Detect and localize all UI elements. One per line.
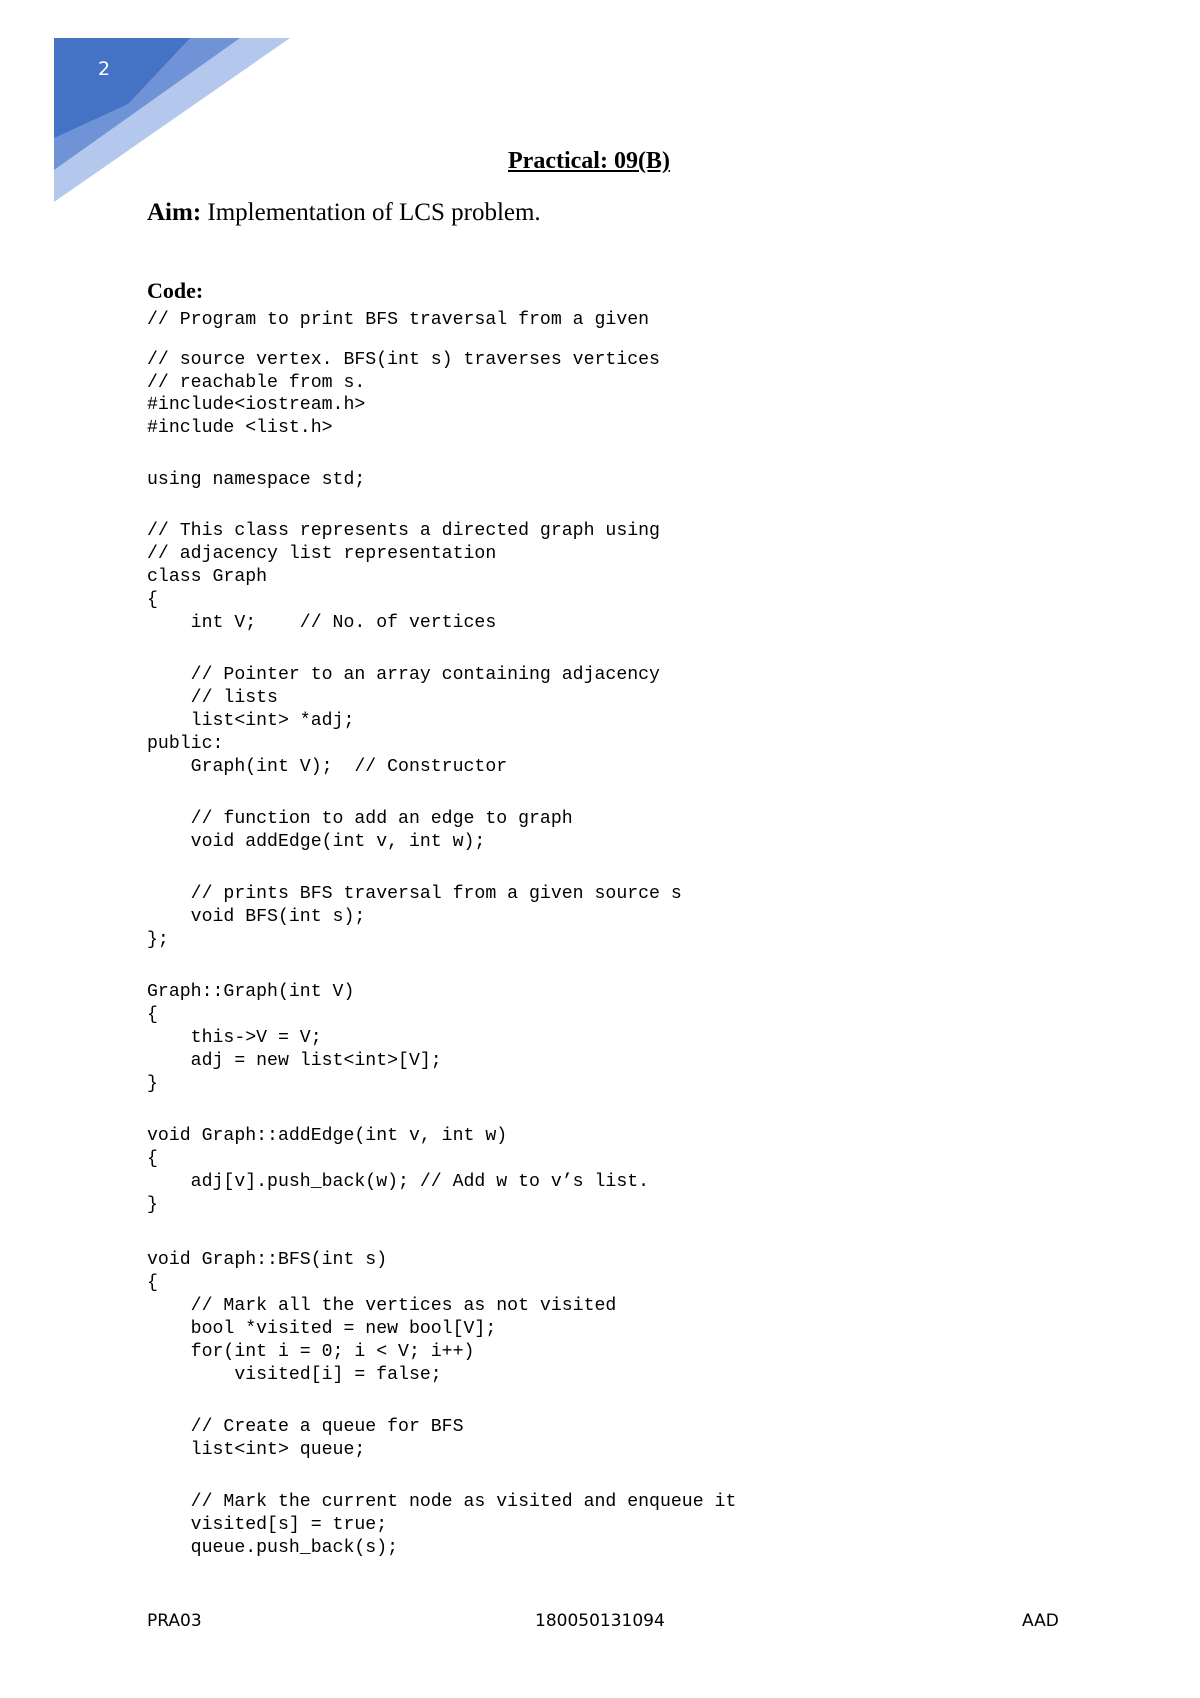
code-line: // Mark all the vertices as not visited [147,1296,617,1316]
code-line: // Mark the current node as visited and enqueue it [147,1492,737,1512]
aim-label: Aim: [147,199,202,226]
code-line: // reachable from s. [147,373,366,393]
code-line: queue.push_back(s); [147,1538,399,1558]
code-line: // This class represents a directed graph using [147,521,660,541]
code-line: int V; // No. of vertices [147,613,497,633]
code-line: // adjacency list representation [147,544,497,564]
code-line: void Graph::BFS(int s) [147,1250,388,1270]
code-line: }; [147,930,169,950]
code-line: list<int> *adj; [147,711,355,731]
code-line: // source vertex. BFS(int s) traverses vertices [147,350,660,370]
code-line: #include<iostream.h> [147,395,366,415]
code-line: { [147,1273,158,1293]
code-line: void addEdge(int v, int w); [147,832,486,852]
code-line: public: [147,734,224,754]
code-line: { [147,590,158,610]
code-line: { [147,1005,158,1025]
code-line: Graph(int V); // Constructor [147,757,508,777]
code-line: for(int i = 0; i < V; i++) [147,1342,475,1362]
aim-text: Implementation of LCS problem. [201,199,541,226]
code-line: // Create a queue for BFS [147,1417,464,1437]
code-block [147,0,1147,1600]
practical-title: Practical: 09(B) [508,148,670,174]
footer-course-code: PRA03 [147,1611,202,1631]
footer-subject: AAD [1022,1611,1059,1631]
code-line: Graph::Graph(int V) [147,982,355,1002]
page-number: 2 [98,58,111,80]
code-line: { [147,1149,158,1169]
code-line: // prints BFS traversal from a given source s [147,884,682,904]
code-line: class Graph [147,567,268,587]
code-line: this->V = V; [147,1028,322,1048]
code-line: list<int> queue; [147,1440,366,1460]
code-line: // lists [147,688,278,708]
code-line: } [147,1195,158,1215]
code-line: void Graph::addEdge(int v, int w) [147,1126,508,1146]
code-line: // function to add an edge to graph [147,809,573,829]
code-line: adj[v].push_back(w); // Add w to v’s list. [147,1172,650,1192]
code-line: using namespace std; [147,470,366,490]
code-line: // Program to print BFS traversal from a given [147,310,650,330]
code-line: bool *visited = new bool[V]; [147,1319,497,1339]
code-line: void BFS(int s); [147,907,366,927]
code-line: adj = new list<int>[V]; [147,1051,442,1071]
code-line: visited[i] = false; [147,1365,442,1385]
footer-enrollment-number: 180050131094 [535,1611,665,1631]
code-line: #include <list.h> [147,418,333,438]
code-label: Code: [147,278,204,303]
code-line: visited[s] = true; [147,1515,388,1535]
code-line: } [147,1074,158,1094]
code-line: // Pointer to an array containing adjacency [147,665,660,685]
